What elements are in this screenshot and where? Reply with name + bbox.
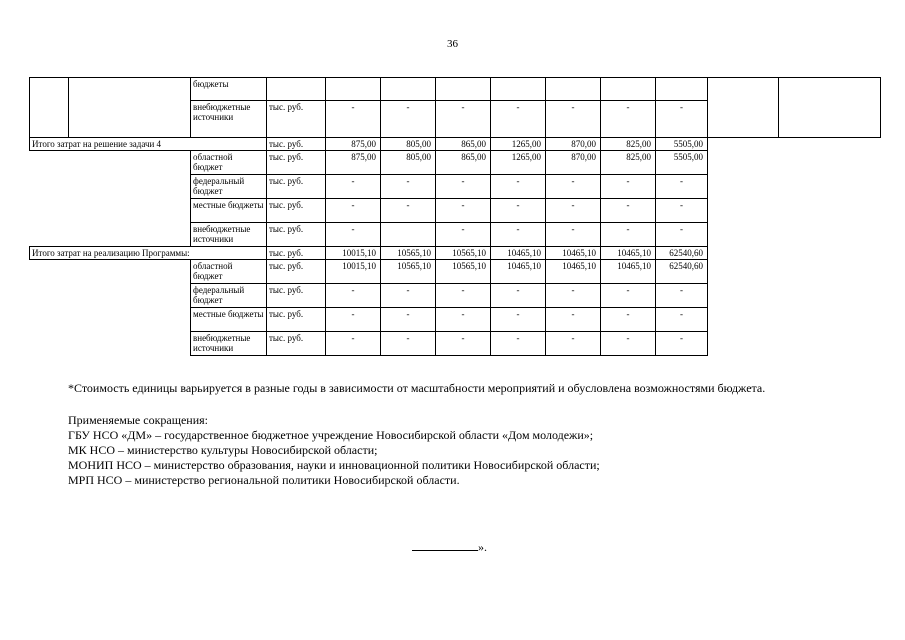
value-cell: - xyxy=(546,223,601,247)
value-cell: - xyxy=(601,284,656,308)
budget-table-body xyxy=(30,78,881,356)
value-cell: 825,00 xyxy=(601,138,656,151)
unit-cell: тыс. руб. xyxy=(267,332,326,356)
abbreviation-item: ГБУ НСО «ДМ» – государственное бюджетное учреждение Новосибирской области «Дом молодежи»; xyxy=(68,428,594,442)
funding-source-cell: местные бюджеты xyxy=(191,199,267,223)
value-cell: - xyxy=(546,308,601,332)
empty-cell xyxy=(30,151,191,247)
value-cell: - xyxy=(436,284,491,308)
abbreviations-heading: Применяемые сокращения: xyxy=(68,413,209,427)
value-cell: 1265,00 xyxy=(491,151,546,175)
value-cell: - xyxy=(601,332,656,356)
value-cell: - xyxy=(546,332,601,356)
value-cell: - xyxy=(491,175,546,199)
value-cell: - xyxy=(656,175,708,199)
value-cell: - xyxy=(436,223,491,247)
funding-source-cell: бюджеты xyxy=(191,78,267,101)
table-cell xyxy=(708,78,779,138)
value-cell xyxy=(381,223,436,247)
table-row xyxy=(30,78,881,101)
table-cell xyxy=(779,78,881,138)
value-cell: - xyxy=(491,223,546,247)
unit-cell: тыс. руб. xyxy=(267,151,326,175)
value-cell: 10465,10 xyxy=(601,247,656,260)
value-cell: 870,00 xyxy=(546,151,601,175)
value-cell: - xyxy=(546,284,601,308)
total-title-cell: Итого затрат на реализацию Программы: xyxy=(30,247,267,260)
value-cell: 10565,10 xyxy=(436,260,491,284)
value-cell: 5505,00 xyxy=(656,138,708,151)
abbreviation-item: МРП НСО – министерство региональной политики Новосибирской области. xyxy=(68,473,460,487)
value-cell xyxy=(436,78,491,101)
signature-line xyxy=(412,540,478,551)
value-cell: 10465,10 xyxy=(546,260,601,284)
value-cell: - xyxy=(601,175,656,199)
value-cell: - xyxy=(381,175,436,199)
unit-cell: тыс. руб. xyxy=(267,138,326,151)
empty-cell xyxy=(708,151,881,175)
value-cell: 5505,00 xyxy=(656,151,708,175)
value-cell: 10465,10 xyxy=(491,260,546,284)
value-cell: - xyxy=(601,308,656,332)
value-cell: - xyxy=(436,175,491,199)
total-row-task4 xyxy=(30,138,881,151)
empty-cell xyxy=(708,332,881,356)
funding-source-cell: внебюджетные источники xyxy=(191,101,267,138)
closing-mark xyxy=(412,540,487,555)
value-cell: - xyxy=(326,284,381,308)
value-cell: - xyxy=(491,101,546,138)
unit-cell: тыс. руб. xyxy=(267,284,326,308)
value-cell: - xyxy=(326,101,381,138)
value-cell: 875,00 xyxy=(326,151,381,175)
unit-cell: тыс. руб. xyxy=(267,223,326,247)
unit-cell: тыс. руб. xyxy=(267,101,326,138)
value-cell: - xyxy=(656,199,708,223)
value-cell: 865,00 xyxy=(436,151,491,175)
value-cell: - xyxy=(326,175,381,199)
value-cell: - xyxy=(546,101,601,138)
value-cell: 62540,60 xyxy=(656,260,708,284)
value-cell: 10465,10 xyxy=(546,247,601,260)
empty-cell xyxy=(708,260,881,284)
value-cell: 805,00 xyxy=(381,151,436,175)
page-number: 36 xyxy=(447,38,458,50)
empty-cell xyxy=(708,175,881,199)
value-cell: 870,00 xyxy=(546,138,601,151)
value-cell: - xyxy=(436,308,491,332)
value-cell xyxy=(656,78,708,101)
empty-cell xyxy=(30,260,191,356)
abbreviation-item: МОНИП НСО – министерство образования, науки и инновационной политики Новосибирской области; xyxy=(68,458,600,472)
value-cell: - xyxy=(491,284,546,308)
value-cell: - xyxy=(381,199,436,223)
abbreviation-item: МК НСО – министерство культуры Новосибирской области; xyxy=(68,443,378,457)
value-cell: - xyxy=(381,308,436,332)
value-cell: 825,00 xyxy=(601,151,656,175)
value-cell: 805,00 xyxy=(381,138,436,151)
funding-source-cell: федеральный бюджет xyxy=(191,175,267,199)
unit-cell: тыс. руб. xyxy=(267,308,326,332)
value-cell: 1265,00 xyxy=(491,138,546,151)
value-cell: - xyxy=(546,199,601,223)
value-cell xyxy=(546,78,601,101)
value-cell: - xyxy=(381,332,436,356)
unit-cell: тыс. руб. xyxy=(267,175,326,199)
value-cell: - xyxy=(656,223,708,247)
value-cell: 10565,10 xyxy=(436,247,491,260)
empty-cell xyxy=(708,247,881,260)
funding-source-cell: федеральный бюджет xyxy=(191,284,267,308)
total-title-cell: Итого затрат на решение задачи 4 xyxy=(30,138,267,151)
empty-cell xyxy=(708,308,881,332)
footnote: *Стоимость единицы варьируется в разные годы в зависимости от масштабности мероприятий и обусловлена возможностями бюджета. xyxy=(68,381,766,395)
value-cell: 10015,10 xyxy=(326,247,381,260)
value-cell: - xyxy=(601,223,656,247)
value-cell: - xyxy=(491,332,546,356)
value-cell: - xyxy=(546,175,601,199)
empty-cell xyxy=(708,284,881,308)
unit-cell xyxy=(267,78,326,101)
funding-source-cell: внебюджетные источники xyxy=(191,332,267,356)
value-cell: 10465,10 xyxy=(491,247,546,260)
value-cell: 10565,10 xyxy=(381,260,436,284)
value-cell: - xyxy=(491,199,546,223)
value-cell xyxy=(491,78,546,101)
empty-cell xyxy=(708,223,881,247)
value-cell xyxy=(381,78,436,101)
value-cell: 875,00 xyxy=(326,138,381,151)
funding-source-cell: местные бюджеты xyxy=(191,308,267,332)
unit-cell: тыс. руб. xyxy=(267,247,326,260)
empty-cell xyxy=(708,138,881,151)
abbreviations-block xyxy=(68,413,600,488)
value-cell xyxy=(601,78,656,101)
value-cell: - xyxy=(656,308,708,332)
funding-source-cell: областной бюджет xyxy=(191,260,267,284)
total-row-program xyxy=(30,247,881,260)
value-cell: - xyxy=(656,101,708,138)
value-cell: - xyxy=(436,332,491,356)
budget-table xyxy=(29,77,881,356)
table-cell xyxy=(69,78,191,138)
value-cell: - xyxy=(601,199,656,223)
value-cell: - xyxy=(436,199,491,223)
value-cell xyxy=(326,78,381,101)
value-cell: - xyxy=(326,199,381,223)
value-cell: - xyxy=(381,101,436,138)
funding-source-cell: внебюджетные источники xyxy=(191,223,267,247)
unit-cell: тыс. руб. xyxy=(267,199,326,223)
unit-cell: тыс. руб. xyxy=(267,260,326,284)
table-row xyxy=(30,151,881,175)
value-cell: - xyxy=(326,223,381,247)
value-cell: - xyxy=(656,284,708,308)
value-cell: - xyxy=(436,101,491,138)
value-cell: - xyxy=(381,284,436,308)
closing-quote: ». xyxy=(478,540,487,554)
empty-cell xyxy=(708,199,881,223)
value-cell: - xyxy=(601,101,656,138)
value-cell: - xyxy=(491,308,546,332)
value-cell: 865,00 xyxy=(436,138,491,151)
value-cell: 10465,10 xyxy=(601,260,656,284)
funding-source-cell: областной бюджет xyxy=(191,151,267,175)
value-cell: - xyxy=(656,332,708,356)
value-cell: 62540,60 xyxy=(656,247,708,260)
value-cell: - xyxy=(326,332,381,356)
value-cell: 10015,10 xyxy=(326,260,381,284)
table-cell xyxy=(30,78,69,138)
value-cell: - xyxy=(326,308,381,332)
value-cell: 10565,10 xyxy=(381,247,436,260)
table-row xyxy=(30,260,881,284)
